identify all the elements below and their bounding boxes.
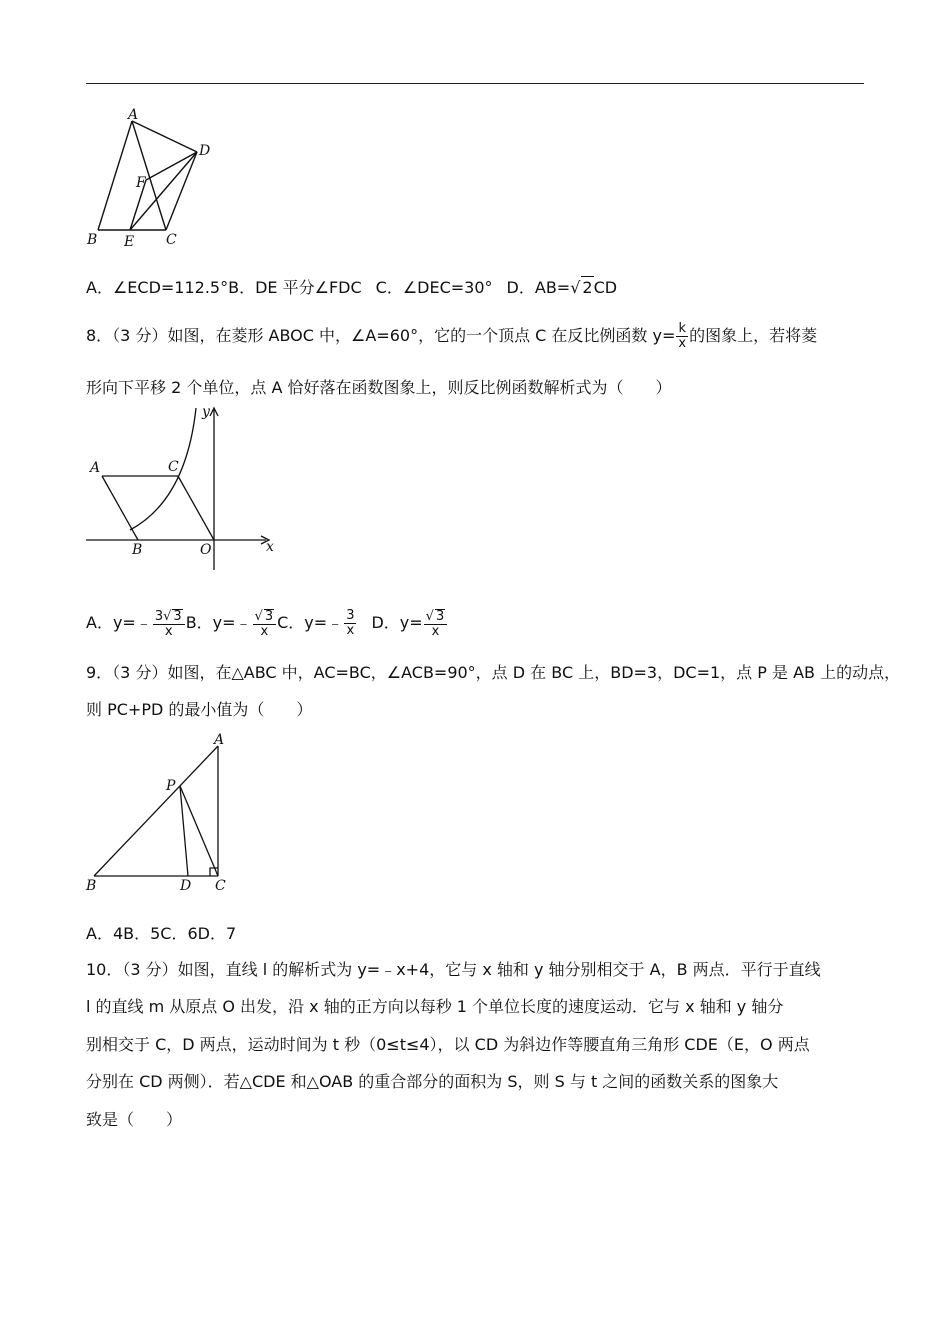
q9-label-d: D xyxy=(180,878,192,894)
q7-options xyxy=(86,276,617,299)
q8-label-a: A xyxy=(90,460,101,476)
q9-label-a: A xyxy=(214,732,225,748)
q8-label-x: x xyxy=(266,539,274,555)
q7-figure xyxy=(86,108,226,253)
q8-label-o: O xyxy=(200,542,212,558)
q9-label-b: B xyxy=(86,878,97,894)
q10-line-3: 别相交于 C，D 两点，运动时间为 t 秒（0≤t≤4），以 CD 为斜边作等腰直角三角形 CDE（E，O 两点 xyxy=(86,1035,810,1054)
q8-line-2: 形向下平移 2 个单位，点 A 恰好落在函数图象上，则反比例函数解析式为（ ） xyxy=(86,378,672,397)
q7-option-b: B．DE 平分∠FDC xyxy=(228,278,362,297)
q10-line-5: 致是（ ） xyxy=(86,1110,183,1129)
q7-label-a: A xyxy=(128,107,139,123)
q8-label-b: B xyxy=(132,542,143,558)
q9-options: A．4B．5C．6D．7 xyxy=(86,924,237,943)
q9-figure xyxy=(86,730,236,895)
q10-line-1: 10．（3 分）如图，直线 l 的解析式为 y=﹣x+4，它与 x 轴和 y 轴分别相交于 A，B 两点．平行于直线 xyxy=(86,960,821,979)
q9-label-c: C xyxy=(215,878,226,894)
q8-options xyxy=(86,608,448,639)
q8-option-b: B．y=﹣ $\frac{√ 3}{x}$ xyxy=(186,613,277,632)
q9-label-p: P xyxy=(166,778,176,794)
q7-label-f: F xyxy=(136,175,146,191)
q7-label-b: B xyxy=(87,232,98,248)
q9-line-2: 则 PC+PD 的最小值为（ ） xyxy=(86,700,313,719)
q7-label-e: E xyxy=(124,234,135,250)
q7-option-a: A．∠ECD=112.5° xyxy=(86,278,229,297)
q8-fraction-k-over-x: $\frac{k}{x}$ xyxy=(678,321,687,351)
q7-option-d: D．AB=√ 2CD xyxy=(506,278,618,297)
q10-line-4: 分别在 CD 两侧）．若△CDE 和△OAB 的重合部分的面积为 S，则 S 与 t 之间的函数关系的图象大 xyxy=(86,1072,779,1091)
header-rule xyxy=(86,83,864,84)
q8-label-c: C xyxy=(168,459,179,475)
q10-line-2: l 的直线 m 从原点 O 出发，沿 x 轴的正方向以每秒 1 个单位长度的速度运动．它与 x 轴和 y 轴分 xyxy=(86,997,784,1016)
q7-label-c: C xyxy=(166,232,177,248)
q8-figure xyxy=(86,404,286,574)
q8-label-y: y xyxy=(202,404,210,420)
q8-option-c: C．y=﹣ $\frac{3}{x}$ xyxy=(277,608,355,638)
q8-option-a: A．y=﹣ $\frac{3√ 3}{x}$ xyxy=(86,613,186,632)
q7-label-d: D xyxy=(199,143,211,159)
q8-line-1: 8．（3 分）如图，在菱形 ABOC 中，∠A=60°，它的一个顶点 C 在反比例函数 y= $\frac{k}{x}$ 的图象上，若将菱 xyxy=(86,321,818,351)
q9-line-1: 9．（3 分）如图，在△ABC 中，AC=BC，∠ACB=90°，点 D 在 BC 上，BD=3，DC=1，点 P 是 AB 上的动点， xyxy=(86,663,901,682)
q7-option-c: C．∠DEC=30° xyxy=(375,278,493,297)
q8-option-d: D．y= $\frac{√ 3}{x}$ xyxy=(371,613,448,632)
